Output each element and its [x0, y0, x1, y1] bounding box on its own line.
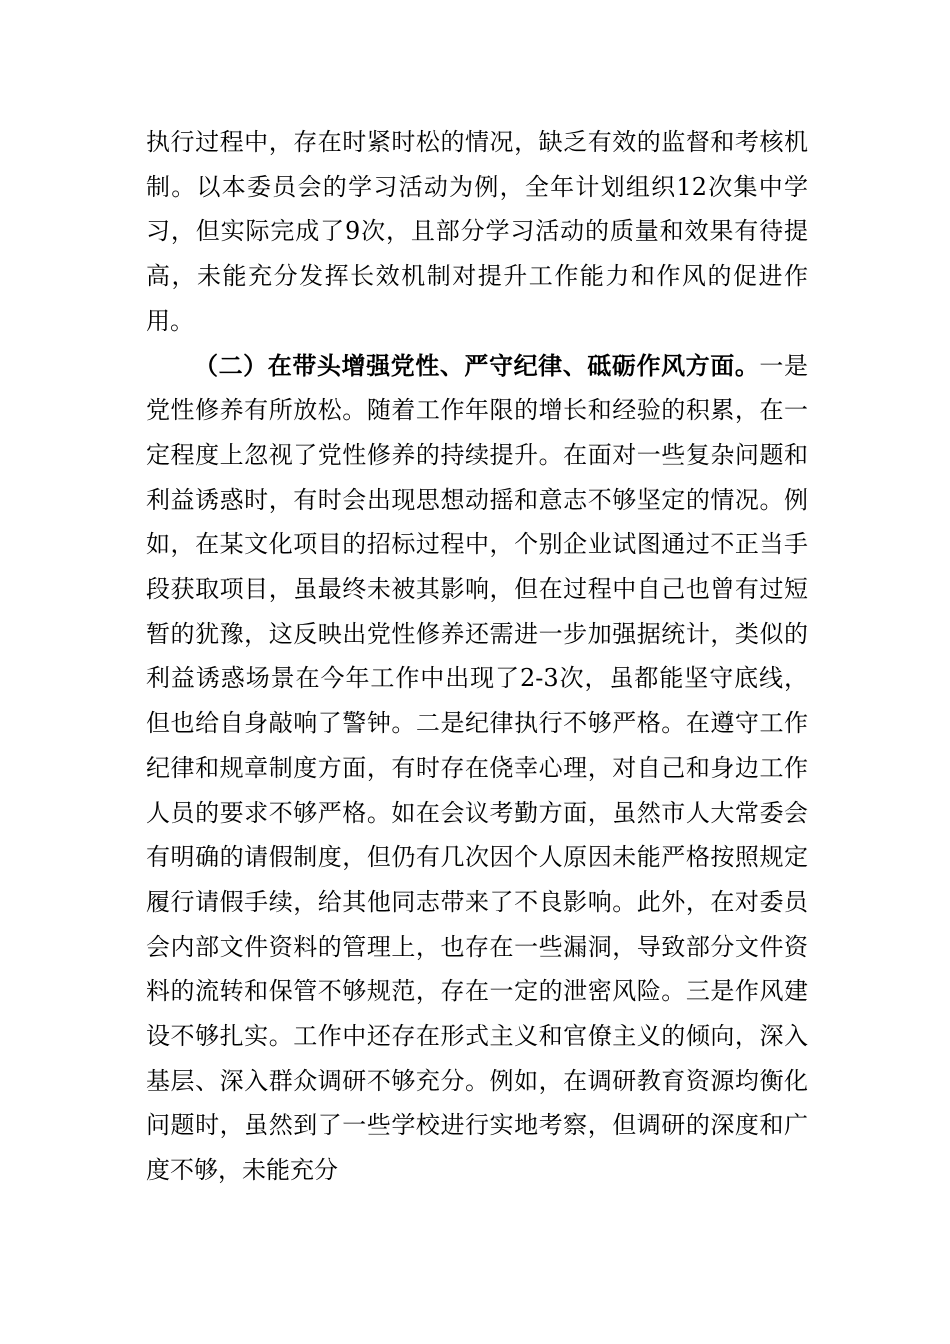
paragraph-2 — [146, 344, 808, 1193]
paragraph-1-text: 执行过程中，存在时紧时松的情况，缺乏有效的监督和考核机制。以本委员会的学习活动为例，全年计划组织12次集中学习，但实际完成了9次，且部分学习活动的质量和效果有待提高，未能充分发挥长效机制对提升工作能力和作风的促进作用。 — [146, 128, 808, 335]
section-heading: （二）在带头增强党性、严守纪律、砥砺作风方面。 — [194, 350, 760, 380]
document-body — [146, 120, 808, 1193]
paragraph-2-text: 一是党性修养有所放松。随着工作年限的增长和经验的积累，在一定程度上忽视了党性修养的持续提升。在面对一些复杂问题和利益诱惑时，有时会出现思想动摇和意志不够坚定的情况。例如，在某文化项目的招标过程中，个别企业试图通过不正当手段获取项目，虽最终未被其影响，但在过程中自己也曾有过短暂的犹豫，这反映出党性修养还需进一步加强据统计，类似的利益诱惑场景在今年工作中出现了2-3次，虽都能坚守底线，但也给自身敲响了警钟。二是纪律执行不够严格。在遵守工作纪律和规章制度方面，有时存在侥幸心理，对自己和身边工作人员的要求不够严格。如在会议考勤方面，虽然市人大常委会有明确的请假制度，但仍有几次因个人原因未能严格按照规定履行请假手续，给其他同志带来了不良影响。此外，在对委员会内部文件资料的管理上，也存在一些漏洞，导致部分文件资料的流转和保管不够规范，存在一定的泄密风险。三是作风建设不够扎实。工作中还存在形式主义和官僚主义的倾向，深入基层、深入群众调研不够充分。例如，在调研教育资源均衡化问题时，虽然到了一些学校进行实地考察，但调研的深度和广度不够，未能充分 — [146, 351, 809, 1185]
paragraph-1 — [146, 120, 808, 344]
